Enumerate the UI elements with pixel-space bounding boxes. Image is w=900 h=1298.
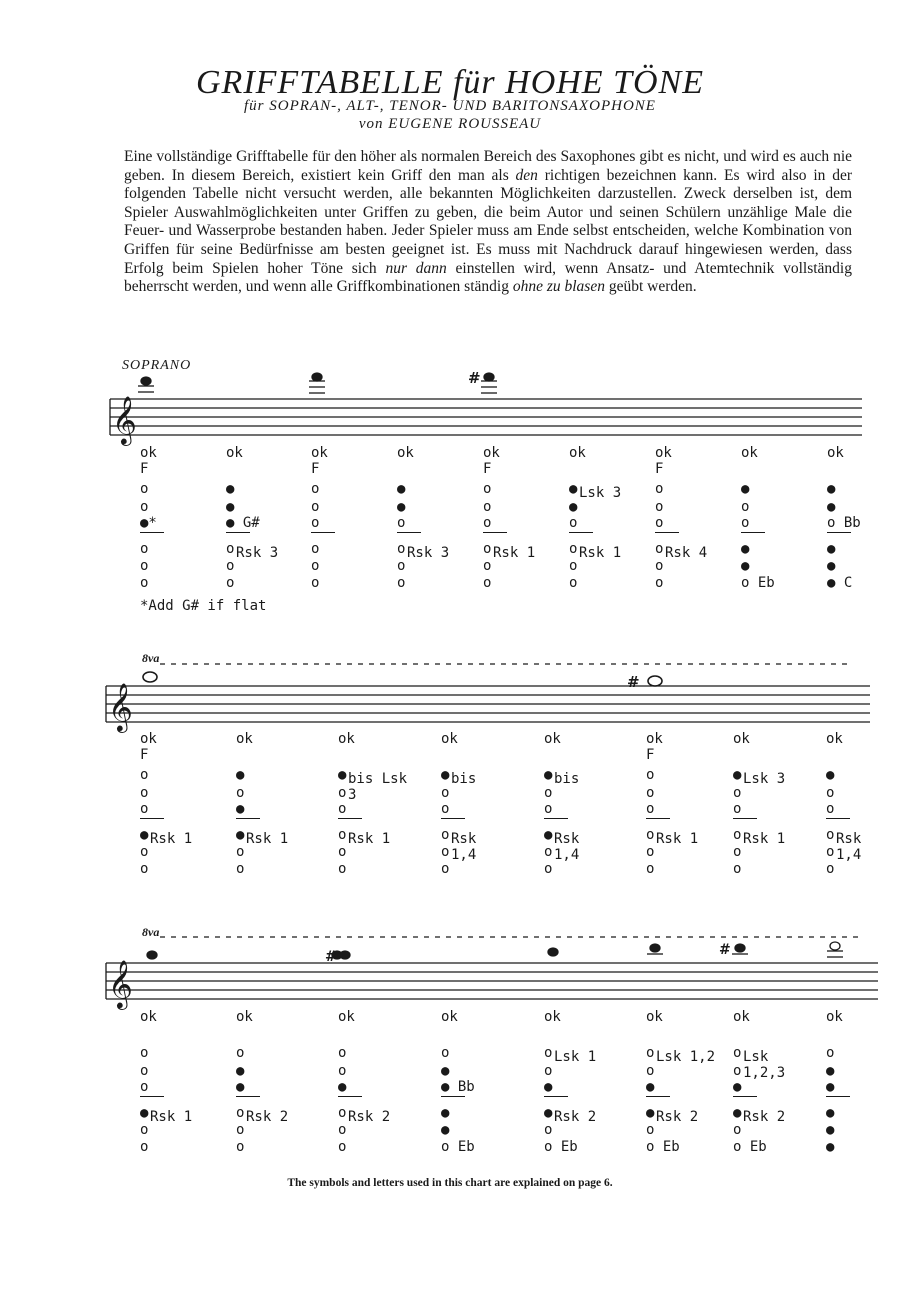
key-bottom-1: ●: [544, 827, 553, 843]
hand-separator: [483, 532, 507, 533]
side-key-note: Rsk 1,4: [554, 831, 580, 863]
key-top-3: o: [826, 801, 835, 817]
hand-separator: [826, 1096, 850, 1097]
treble-clef-icon: 𝄞: [112, 395, 137, 444]
key-bottom-3: o: [338, 1139, 347, 1155]
key-bottom-2: o: [140, 558, 149, 574]
sharp-icon: #: [627, 673, 640, 691]
key-bottom-1: o: [569, 541, 578, 557]
key-top-3: ●: [236, 801, 245, 817]
key-top-1: ●: [827, 481, 836, 497]
side-key-note: Rsk 1,4: [451, 831, 477, 863]
hand-separator: [311, 532, 335, 533]
key-top-2: o: [483, 499, 492, 515]
ok-label: ok: [569, 445, 586, 461]
key-bottom-2: o: [733, 844, 742, 860]
key-top-3: o: [655, 515, 664, 531]
key-bottom-1: o: [646, 827, 655, 843]
key-top-2: ●: [226, 499, 235, 515]
key-bottom-3: o: [655, 575, 664, 591]
key-top-2: ●: [569, 499, 578, 515]
ok-label: ok: [826, 1009, 843, 1025]
key-top-3: ●: [236, 1079, 245, 1095]
key-bottom-3: o Eb: [441, 1139, 475, 1155]
key-top-1: o: [338, 1045, 347, 1061]
side-key-note: Rsk 2: [743, 1109, 786, 1125]
key-bottom-3: o: [733, 861, 742, 877]
key-bottom-1: o: [338, 1105, 347, 1121]
key-top-2: o: [646, 1063, 655, 1079]
key-top-1: ●: [569, 481, 578, 497]
key-bottom-1: o: [311, 541, 320, 557]
side-key-note: Lsk 1,2: [656, 1049, 716, 1065]
ok-label: ok: [140, 731, 157, 747]
key-top-3: o: [140, 1079, 149, 1095]
key-bottom-3: ●: [826, 1139, 835, 1155]
key-top-3: ● Bb: [441, 1079, 475, 1095]
staff-1: [110, 399, 862, 435]
hand-separator: [544, 1096, 568, 1097]
key-bottom-1: ●: [827, 541, 836, 557]
ok-label: ok: [483, 445, 500, 461]
footnote-add-gsharp: *Add G# if flat: [140, 598, 267, 614]
key-bottom-3: o: [544, 861, 553, 877]
key-bottom-2: o: [140, 1122, 149, 1138]
side-key-note: Rsk 2: [246, 1109, 289, 1125]
side-key-note: bis: [451, 771, 477, 787]
side-key-note: Rsk 2: [554, 1109, 597, 1125]
hand-separator: [733, 818, 757, 819]
intro-text-1: Eine vollständige Grifftabelle für den höher als normalen Bereich des Saxophones gibt es nicht, und wird es auch nie geben. In diesem Bereich, existiert kein Griff den man als: [124, 148, 852, 184]
key-top-3: o: [397, 515, 406, 531]
hand-separator: [544, 818, 568, 819]
side-key-note: Rsk 1: [150, 831, 193, 847]
key-top-2: ●: [397, 499, 406, 515]
key-top-2: o: [441, 785, 450, 801]
hand-separator: [338, 818, 362, 819]
note-row2-2: [648, 676, 662, 686]
key-top-1: ●: [397, 481, 406, 497]
key-top-3: ●: [544, 1079, 553, 1095]
key-top-2: o: [733, 785, 742, 801]
side-key-note: Rsk 1: [493, 545, 536, 561]
key-top-1: ●: [733, 767, 742, 783]
hand-separator: [236, 818, 260, 819]
key-bottom-3: o: [441, 861, 450, 877]
key-top-2: o: [140, 785, 149, 801]
key-bottom-3: o Eb: [733, 1139, 767, 1155]
note-soprano-2: [309, 373, 325, 393]
key-top-2: o: [544, 785, 553, 801]
key-top-2: o: [140, 499, 149, 515]
key-bottom-2: o: [397, 558, 406, 574]
key-bottom-3: o: [236, 1139, 245, 1155]
hand-separator: [741, 532, 765, 533]
ok-label: ok: [544, 1009, 561, 1025]
key-top-1: ●: [226, 481, 235, 497]
f-key-label: F: [311, 461, 320, 477]
key-bottom-1: o: [397, 541, 406, 557]
key-top-3: ●: [826, 1079, 835, 1095]
key-bottom-3: o: [236, 861, 245, 877]
staff-3: [106, 963, 878, 999]
key-top-3: ●*: [140, 515, 157, 531]
key-top-1: ●: [544, 767, 553, 783]
key-top-1: o: [441, 1045, 450, 1061]
key-top-3: o Bb: [827, 515, 861, 531]
key-top-3: o: [338, 801, 347, 817]
key-top-1: o: [311, 481, 320, 497]
key-top-2: ●: [826, 1063, 835, 1079]
hand-separator: [226, 532, 250, 533]
key-bottom-1: ●: [140, 827, 149, 843]
ok-label: ok: [441, 731, 458, 747]
key-bottom-1: o: [236, 1105, 245, 1121]
footer-note: The symbols and letters used in this chart are explained on page 6.: [287, 1177, 613, 1189]
key-bottom-1: o: [140, 541, 149, 557]
key-top-2: o: [140, 1063, 149, 1079]
key-bottom-1: ●: [441, 1105, 450, 1121]
f-key-label: F: [140, 461, 149, 477]
treble-clef-icon: 𝄞: [108, 682, 133, 731]
key-bottom-1: o: [441, 827, 450, 843]
sharp-icon: #: [719, 942, 731, 958]
key-top-1: o: [646, 1045, 655, 1061]
key-bottom-1: o: [338, 827, 347, 843]
side-key-note: Rsk 1: [246, 831, 289, 847]
hand-separator: [441, 1096, 465, 1097]
hand-separator: [827, 532, 851, 533]
intro-emphasis-3: ohne zu blasen: [512, 278, 605, 296]
key-bottom-2: ●: [741, 558, 750, 574]
key-bottom-1: o: [826, 827, 835, 843]
hand-separator: [140, 818, 164, 819]
key-top-2: o: [733, 1063, 742, 1079]
ok-label: ok: [827, 445, 844, 461]
key-bottom-3: o: [397, 575, 406, 591]
key-bottom-3: o: [338, 861, 347, 877]
ok-label: ok: [733, 731, 750, 747]
side-key-note: Rsk 1: [656, 831, 699, 847]
side-key-note: Rsk 1: [579, 545, 622, 561]
key-top-3: ● G#: [226, 515, 260, 531]
hand-separator: [236, 1096, 260, 1097]
key-bottom-1: ●: [741, 541, 750, 557]
intro-emphasis-1: den: [515, 166, 538, 184]
key-top-1: o: [733, 1045, 742, 1061]
key-top-1: ●: [338, 767, 347, 783]
key-bottom-2: o: [311, 558, 320, 574]
note-row2-1: [143, 672, 157, 682]
key-top-1: o: [646, 767, 655, 783]
hand-separator: [646, 1096, 670, 1097]
key-top-2: o: [646, 785, 655, 801]
key-top-2: ●: [441, 1063, 450, 1079]
key-bottom-1: o: [655, 541, 664, 557]
key-top-3: o: [311, 515, 320, 531]
key-bottom-2: ●: [827, 558, 836, 574]
key-top-1: o: [140, 481, 149, 497]
ok-label: ok: [741, 445, 758, 461]
key-top-2: o: [741, 499, 750, 515]
key-top-1: o: [826, 1045, 835, 1061]
key-bottom-2: o: [483, 558, 492, 574]
key-top-3: o: [569, 515, 578, 531]
key-top-1: o: [544, 1045, 553, 1061]
key-bottom-2: o: [441, 844, 450, 860]
key-top-2: o: [236, 785, 245, 801]
hand-separator: [569, 532, 593, 533]
key-bottom-3: o: [140, 1139, 149, 1155]
section-label: SOPRANO: [122, 358, 192, 373]
hand-separator: [397, 532, 421, 533]
ok-label: ok: [441, 1009, 458, 1025]
side-key-note: Rsk 4: [665, 545, 708, 561]
sharp-icon: #: [325, 949, 337, 965]
side-key-note: Rsk 3: [407, 545, 450, 561]
key-bottom-3: o: [483, 575, 492, 591]
sharp-icon: #: [468, 369, 481, 387]
key-bottom-3: o: [140, 575, 149, 591]
side-key-note: Rsk 2: [656, 1109, 699, 1125]
side-key-note: bis: [554, 771, 580, 787]
key-top-1: ●: [826, 767, 835, 783]
key-bottom-3: ● C: [827, 575, 853, 591]
ok-label: ok: [397, 445, 414, 461]
key-top-1: o: [140, 767, 149, 783]
key-top-3: o: [140, 801, 149, 817]
key-bottom-3: o: [311, 575, 320, 591]
key-bottom-2: o: [236, 1122, 245, 1138]
key-top-2: o: [338, 785, 347, 801]
key-top-3: ●: [338, 1079, 347, 1095]
ok-label: ok: [338, 1009, 355, 1025]
author-line: von EUGENE ROUSSEAU: [358, 116, 542, 132]
key-top-1: o: [140, 1045, 149, 1061]
key-top-1: o: [655, 481, 664, 497]
ok-label: ok: [236, 731, 253, 747]
octave-mark: 8va: [142, 925, 160, 939]
key-top-1: o: [483, 481, 492, 497]
key-bottom-3: o: [226, 575, 235, 591]
hand-separator: [441, 818, 465, 819]
side-key-note: Lsk 1,2,3: [743, 1049, 786, 1081]
ok-label: ok: [826, 731, 843, 747]
key-bottom-1: ●: [826, 1105, 835, 1121]
ok-label: ok: [236, 1009, 253, 1025]
side-key-note: Rsk 1: [743, 831, 786, 847]
key-top-3: o: [441, 801, 450, 817]
key-bottom-2: o: [544, 1122, 553, 1138]
key-top-1: ●: [236, 767, 245, 783]
key-bottom-2: o: [826, 844, 835, 860]
ok-label: ok: [646, 1009, 663, 1025]
f-key-label: F: [140, 747, 149, 763]
f-key-label: F: [655, 461, 664, 477]
hand-separator: [140, 1096, 164, 1097]
intro-emphasis-2: nur dann: [385, 259, 447, 277]
key-bottom-2: o: [236, 844, 245, 860]
ok-label: ok: [140, 1009, 157, 1025]
page-title: GRIFFTABELLE für HOHE TÖNE: [196, 64, 704, 101]
hand-separator: [338, 1096, 362, 1097]
f-key-label: F: [646, 747, 655, 763]
side-key-note: Rsk 1: [150, 1109, 193, 1125]
side-key-note: Rsk 1,4: [836, 831, 862, 863]
ok-label: ok: [311, 445, 328, 461]
key-top-2: o: [655, 499, 664, 515]
ok-label: ok: [733, 1009, 750, 1025]
key-bottom-3: o Eb: [646, 1139, 680, 1155]
intro-text-4: geübt werden.: [604, 278, 697, 296]
key-top-3: o: [544, 801, 553, 817]
key-top-2: o: [311, 499, 320, 515]
side-key-note: Rsk 2: [348, 1109, 391, 1125]
note-soprano-1: [138, 377, 154, 392]
side-key-note: Rsk 3: [236, 545, 279, 561]
key-top-3: o: [483, 515, 492, 531]
key-top-2: o: [544, 1063, 553, 1079]
key-bottom-1: ●: [733, 1105, 742, 1121]
key-top-2: ●: [236, 1063, 245, 1079]
intro-text-2: richtigen bezeichnen kann. Es wird also in der folgenden Tabelle nicht versucht werden, alle bekannten Möglichkeiten darzustellen. Zweck derselben ist, dem Spieler Auswahlmöglichkeiten unter Griffen zu geben, die beim Autor und seinen Schülern unzählige Male die Feuer- und Wasserprobe bestanden haben. Jeder Spieler muss am Ende selbst entscheiden, welche Kombination von Griffen für seine Bedürfnisse am besten geeignet ist. Es muss mit Nachdruck darauf hingewiesen werden, dass Erfolg beim Spielen hoher Töne sich: [124, 166, 852, 277]
key-bottom-2: o: [544, 844, 553, 860]
key-bottom-2: o: [140, 844, 149, 860]
ok-label: ok: [226, 445, 243, 461]
side-key-note: Lsk 3: [743, 771, 786, 787]
key-bottom-3: o Eb: [741, 575, 775, 591]
key-bottom-2: o: [338, 844, 347, 860]
hand-separator: [733, 1096, 757, 1097]
key-bottom-2: o: [646, 1122, 655, 1138]
key-bottom-3: o: [826, 861, 835, 877]
subtitle: für SOPRAN-, ALT-, TENOR- UND BARITONSAXOPHONE: [244, 98, 656, 114]
side-key-note: Lsk 3: [579, 485, 622, 501]
key-top-1: o: [236, 1045, 245, 1061]
key-bottom-1: o: [226, 541, 235, 557]
key-top-1: ●: [741, 481, 750, 497]
key-top-3: o: [741, 515, 750, 531]
key-bottom-1: o: [483, 541, 492, 557]
note-soprano-3: [481, 373, 497, 393]
key-top-3: ●: [646, 1079, 655, 1095]
f-key-label: F: [483, 461, 492, 477]
key-bottom-3: o: [569, 575, 578, 591]
key-bottom-2: o: [338, 1122, 347, 1138]
hand-separator: [646, 818, 670, 819]
ok-label: ok: [544, 731, 561, 747]
staff-2: [106, 686, 870, 722]
key-bottom-2: o: [646, 844, 655, 860]
notes-row3: [147, 942, 843, 959]
ok-label: ok: [655, 445, 672, 461]
key-top-2: o: [826, 785, 835, 801]
hand-separator: [655, 532, 679, 533]
key-bottom-1: o: [733, 827, 742, 843]
ok-label: ok: [140, 445, 157, 461]
key-bottom-3: o: [646, 861, 655, 877]
intro-text-3: einstellen wird, wenn Ansatz- und Atemtechnik vollständig beherrscht werden, und wenn alle Griffkombinationen ständig: [124, 259, 852, 296]
key-top-3: ●: [733, 1079, 742, 1095]
key-bottom-1: ●: [140, 1105, 149, 1121]
side-key-note: bis Lsk 3: [348, 771, 408, 803]
key-bottom-3: o Eb: [544, 1139, 578, 1155]
key-top-2: o: [338, 1063, 347, 1079]
ok-label: ok: [646, 731, 663, 747]
hand-separator: [140, 532, 164, 533]
key-bottom-2: o: [226, 558, 235, 574]
key-bottom-1: ●: [544, 1105, 553, 1121]
key-bottom-2: o: [655, 558, 664, 574]
key-bottom-1: ●: [646, 1105, 655, 1121]
key-top-2: ●: [827, 499, 836, 515]
side-key-note: Rsk 1: [348, 831, 391, 847]
key-bottom-2: o: [733, 1122, 742, 1138]
ok-label: ok: [338, 731, 355, 747]
octave-mark: 8va: [142, 651, 160, 665]
key-bottom-2: ●: [441, 1122, 450, 1138]
key-bottom-3: o: [140, 861, 149, 877]
key-bottom-2: o: [569, 558, 578, 574]
key-bottom-1: ●: [236, 827, 245, 843]
key-top-1: ●: [441, 767, 450, 783]
key-top-3: o: [646, 801, 655, 817]
key-top-3: o: [733, 801, 742, 817]
key-bottom-2: ●: [826, 1122, 835, 1138]
treble-clef-icon: 𝄞: [108, 959, 133, 1008]
hand-separator: [826, 818, 850, 819]
side-key-note: Lsk 1: [554, 1049, 597, 1065]
